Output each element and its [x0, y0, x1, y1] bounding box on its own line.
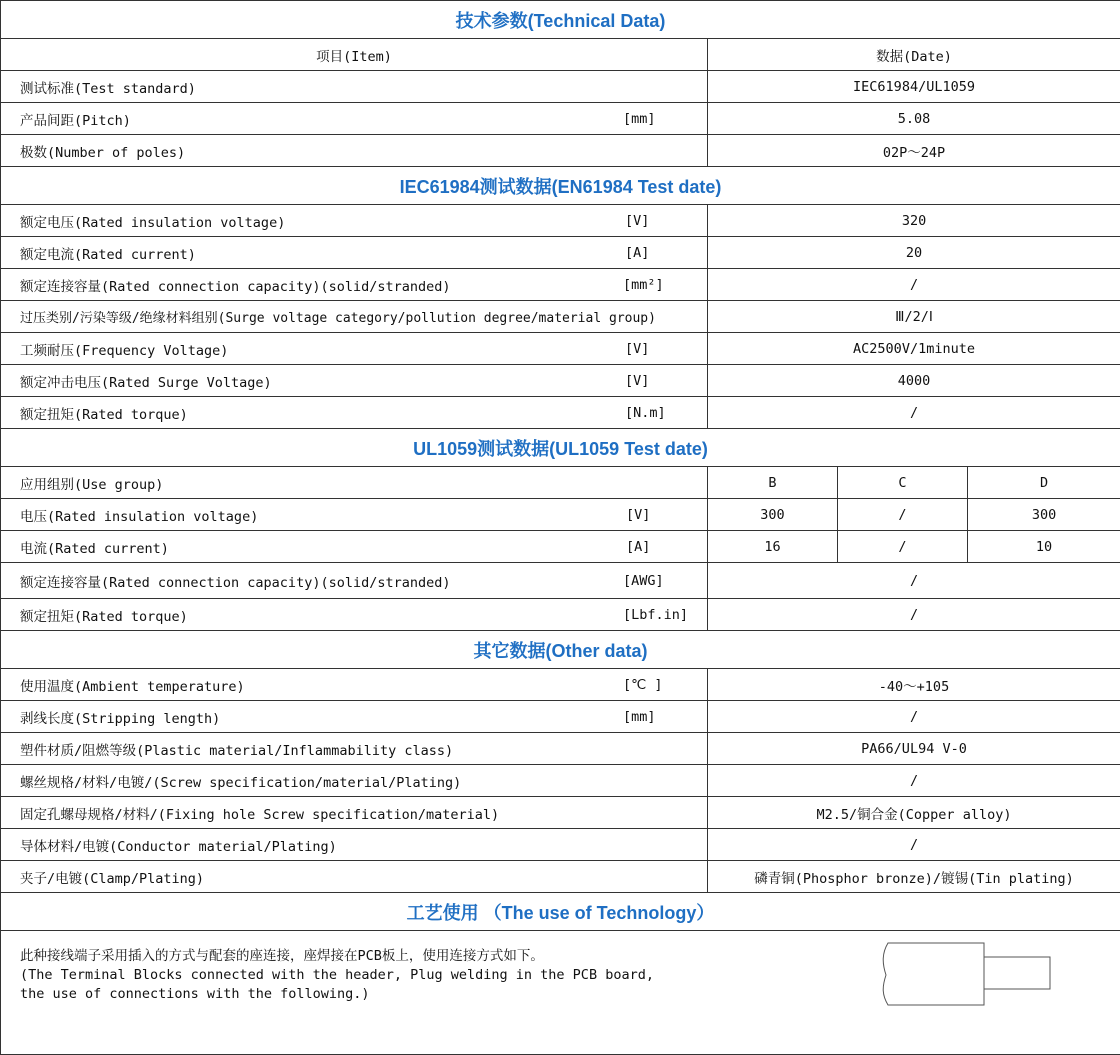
row-value: IEC61984/UL1059 — [708, 71, 1120, 103]
row-value: / — [708, 269, 1120, 301]
row-label: 产品间距(Pitch) — [20, 109, 131, 129]
row-unit: [mm] — [623, 709, 656, 725]
row-label: 使用温度(Ambient temperature) — [20, 675, 245, 695]
ul-section-title: UL1059测试数据(UL1059 Test date) — [1, 429, 1120, 467]
row-value: 5.08 — [708, 103, 1120, 135]
row-label: 螺丝规格/材料/电镀/(Screw specification/material/Plating) — [20, 771, 461, 791]
row-value: 磷青铜(Phosphor bronze)/镀锡(Tin plating) — [708, 861, 1120, 893]
row-value: Ⅲ/2/Ⅰ — [708, 301, 1120, 333]
group-c-value: / — [838, 499, 968, 531]
row-value: 320 — [708, 205, 1120, 237]
row-label: 额定连接容量(Rated connection capacity)(solid/stranded) — [20, 275, 451, 295]
table-row — [1, 829, 1120, 861]
table-row — [1, 669, 1120, 701]
row-label: 额定电压(Rated insulation voltage) — [20, 211, 285, 231]
table-row — [1, 333, 1120, 365]
row-value: AC2500V/1minute — [708, 333, 1120, 365]
row-value: / — [708, 397, 1120, 429]
group-d-value: 300 — [968, 499, 1120, 531]
row-value: PA66/UL94 V-0 — [708, 733, 1120, 765]
table-row — [1, 237, 1120, 269]
row-unit: [V] — [625, 373, 649, 389]
other-section-title: 其它数据(Other data) — [1, 631, 1120, 669]
table-row — [1, 563, 1120, 599]
group-b-header: B — [708, 467, 838, 499]
table-row — [1, 733, 1120, 765]
usage-line-cn: 此种接线端子采用插入的方式与配套的座连接，座焊接在PCB板上，使用连接方式如下。 — [20, 947, 654, 966]
row-unit: [N.m] — [625, 405, 666, 421]
table-row — [1, 71, 1120, 103]
row-value: 02P～24P — [708, 135, 1120, 167]
row-label: 测试标准(Test standard) — [20, 77, 196, 97]
table-row — [1, 861, 1120, 893]
row-value: / — [708, 599, 1120, 631]
technology-section-title: 工艺使用 （The use of Technology） — [1, 893, 1120, 931]
table-row — [1, 269, 1120, 301]
group-c-value: / — [838, 531, 968, 563]
row-unit: [V] — [625, 213, 649, 229]
group-d-value: 10 — [968, 531, 1120, 563]
table-row — [1, 499, 1120, 531]
row-value: 4000 — [708, 365, 1120, 397]
table-row — [1, 365, 1120, 397]
table-row — [1, 531, 1120, 563]
row-label: 电压(Rated insulation voltage) — [20, 505, 258, 525]
row-label: 额定冲击电压(Rated Surge Voltage) — [20, 371, 272, 391]
table-row — [1, 599, 1120, 631]
usage-line-en-2: the use of connections with the following.) — [20, 985, 654, 1004]
connector-drawing-icon — [878, 939, 1058, 1009]
row-label: 额定扭矩(Rated torque) — [20, 605, 188, 625]
group-b-value: 16 — [708, 531, 838, 563]
row-label: 电流(Rated current) — [20, 537, 169, 557]
table-row — [1, 797, 1120, 829]
technical-data-title: 技术参数(Technical Data) — [1, 1, 1120, 39]
row-value: / — [708, 765, 1120, 797]
row-unit: [V] — [625, 341, 649, 357]
table-row — [1, 467, 1120, 499]
row-unit: [A] — [625, 245, 649, 261]
row-unit: [℃ ] — [623, 677, 663, 693]
row-label: 剥线长度(Stripping length) — [20, 707, 220, 727]
table-row — [1, 397, 1120, 429]
table-row — [1, 701, 1120, 733]
row-value: -40～+105 — [708, 669, 1120, 701]
row-unit: [Lbf.in] — [623, 607, 688, 623]
row-label: 额定电流(Rated current) — [20, 243, 196, 263]
table-row — [1, 765, 1120, 797]
row-unit: [A] — [626, 539, 650, 555]
data-column-header: 数据(Date) — [708, 39, 1120, 71]
row-label: 过压类别/污染等级/绝缘材料组别(Surge voltage category/pollution degree/material group) — [20, 307, 656, 326]
row-unit: [mm²] — [623, 277, 664, 293]
usage-line-en-1: (The Terminal Blocks connected with the header, Plug welding in the PCB board, — [20, 966, 654, 985]
item-column-header: 项目(Item) — [1, 39, 708, 71]
table-row — [1, 135, 1120, 167]
row-unit: [mm] — [623, 111, 656, 127]
group-b-value: 300 — [708, 499, 838, 531]
row-value: / — [708, 563, 1120, 599]
row-label: 额定连接容量(Rated connection capacity)(solid/stranded) — [20, 571, 451, 591]
group-c-header: C — [838, 467, 968, 499]
row-label: 工频耐压(Frequency Voltage) — [20, 339, 228, 359]
row-label: 极数(Number of poles) — [20, 141, 185, 161]
table-row — [1, 103, 1120, 135]
row-value: M2.5/铜合金(Copper alloy) — [708, 797, 1120, 829]
row-label: 固定孔螺母规格/材料/(Fixing hole Screw specification/material) — [20, 803, 499, 823]
row-label: 额定扭矩(Rated torque) — [20, 403, 188, 423]
row-label: 塑件材质/阻燃等级(Plastic material/Inflammability class) — [20, 739, 453, 759]
row-value: 20 — [708, 237, 1120, 269]
row-unit: [AWG] — [623, 573, 664, 589]
technology-usage-cell — [1, 931, 1120, 1055]
row-label: 导体材料/电镀(Conductor material/Plating) — [20, 835, 337, 855]
iec-section-title: IEC61984测试数据(EN61984 Test date) — [1, 167, 1120, 205]
row-value: / — [708, 701, 1120, 733]
row-label: 夹子/电镀(Clamp/Plating) — [20, 867, 204, 887]
table-row — [1, 205, 1120, 237]
row-unit: [V] — [626, 507, 650, 523]
row-label: 应用组别(Use group) — [20, 473, 163, 493]
row-value: / — [708, 829, 1120, 861]
technology-usage-text — [20, 947, 654, 1004]
table-row — [1, 301, 1120, 333]
group-d-header: D — [968, 467, 1120, 499]
